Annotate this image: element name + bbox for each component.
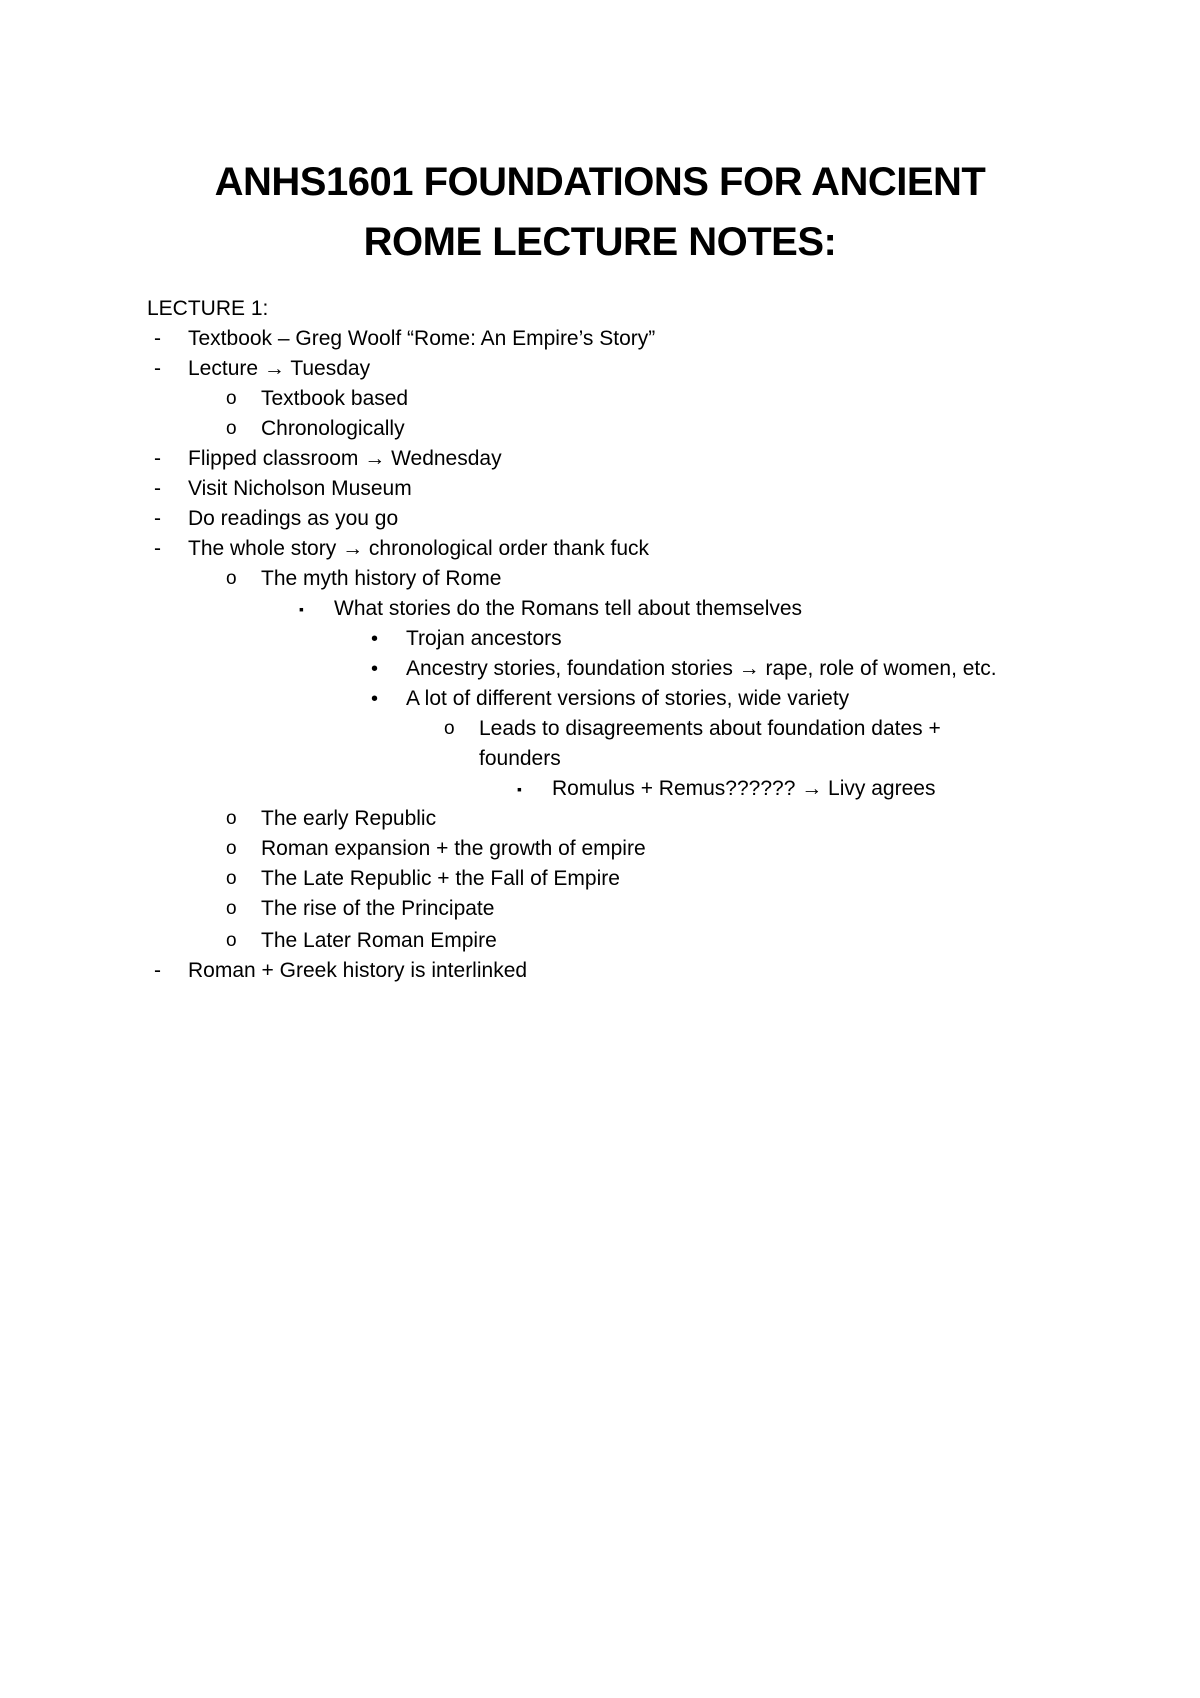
bullet-marker: • — [371, 688, 379, 710]
list-item: A lot of different versions of stories, wide variety — [406, 687, 850, 710]
bullet-marker: • — [371, 658, 379, 680]
list-item: The whole story → chronological order thank fuck — [188, 537, 650, 560]
dash-marker: - — [154, 447, 161, 470]
dash-marker: - — [154, 327, 161, 350]
circle-marker: o — [444, 718, 455, 739]
dash-marker: - — [154, 959, 161, 982]
list-item: Romulus + Remus?????? → Livy agrees — [552, 777, 936, 800]
dash-marker: - — [154, 537, 161, 560]
list-item: Chronologically — [261, 417, 405, 440]
circle-marker: o — [226, 930, 237, 951]
list-item: Textbook based — [261, 387, 409, 410]
list-item: Flipped classroom → Wednesday — [188, 447, 502, 470]
bullet-marker: • — [371, 628, 379, 650]
list-item: Textbook – Greg Woolf “Rome: An Empire’s Story” — [188, 327, 656, 350]
list-item-continuation: founders — [479, 747, 561, 770]
list-item: The early Republic — [261, 807, 437, 830]
list-item: The Later Roman Empire — [261, 929, 497, 952]
list-item: Visit Nicholson Museum — [188, 477, 412, 500]
list-item: Roman expansion + the growth of empire — [261, 837, 646, 860]
circle-marker: o — [226, 868, 237, 889]
list-item: The rise of the Principate — [261, 897, 495, 920]
square-marker: ▪ — [299, 601, 304, 617]
circle-marker: o — [226, 808, 237, 829]
list-item: Roman + Greek history is interlinked — [188, 959, 528, 982]
page-title — [0, 152, 1200, 272]
title-line-2: ROME LECTURE NOTES: — [363, 220, 837, 264]
dash-marker: - — [154, 477, 161, 500]
list-item: Leads to disagreements about foundation dates + — [479, 717, 941, 740]
list-item: Trojan ancestors — [406, 627, 562, 650]
list-item: What stories do the Romans tell about themselves — [334, 597, 803, 620]
circle-marker: o — [226, 568, 237, 589]
dash-marker: - — [154, 357, 161, 380]
list-item: Ancestry stories, foundation stories → rape, role of women, etc. — [406, 657, 997, 680]
list-item: The myth history of Rome — [261, 567, 502, 590]
circle-marker: o — [226, 838, 237, 859]
title-line-1: ANHS1601 FOUNDATIONS FOR ANCIENT — [214, 160, 986, 204]
circle-marker: o — [226, 418, 237, 439]
circle-marker: o — [226, 388, 237, 409]
dash-marker: - — [154, 507, 161, 530]
list-item: The Late Republic + the Fall of Empire — [261, 867, 620, 890]
circle-marker: o — [226, 898, 237, 919]
list-item: Do readings as you go — [188, 507, 399, 530]
list-item: Lecture → Tuesday — [188, 357, 371, 380]
square-marker: ▪ — [517, 781, 522, 797]
lecture-heading: LECTURE 1: — [147, 297, 269, 320]
